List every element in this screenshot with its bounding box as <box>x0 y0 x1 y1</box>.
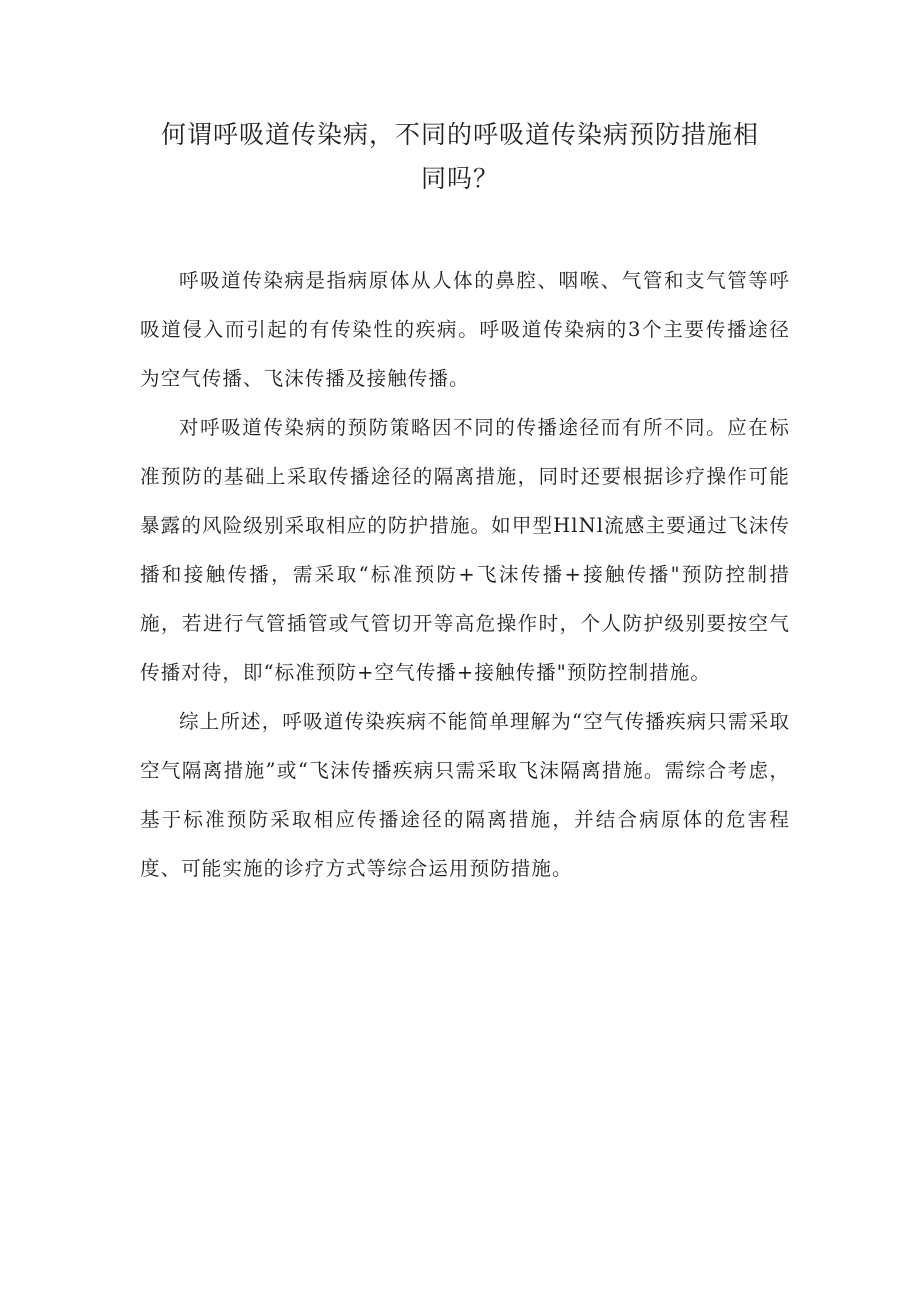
title-line-2: 同吗？ <box>420 164 499 193</box>
title-line-1: 何谓呼吸道传染病，不同的呼吸道传染病预防措施相 <box>160 120 759 149</box>
document-title <box>140 113 780 201</box>
paragraph-definition: 呼吸道传染病是指病原体从人体的鼻腔、咽喉、气管和支气管等呼吸道侵入而引起的有传染性的疾病。呼吸道传染病的3个主要传播途径为空气传播、飞沫传播及接触传播。 <box>140 269 790 390</box>
document-body <box>140 256 790 893</box>
paragraph-summary: 综上所述，呼吸道传染疾病不能简单理解为“空气传播疾病只需采取空气隔离措施”或“飞沫传播疾病只需采取飞沫隔离措施。需综合考虑，基于标准预防采取相应传播途径的隔离措施，并结合病原体的危害程度、可能实施的诊疗方式等综合运用预防措施。 <box>140 710 790 880</box>
paragraph-prevention-strategy: 对呼吸道传染病的预防策略因不同的传播途径而有所不同。应在标准预防的基础上采取传播途径的隔离措施，同时还要根据诊疗操作可能暴露的风险级别采取相应的防护措施。如甲型HlNl流感主要通过飞沫传播和接触传播，需采取“标准预防+飞沫传播+接触传播"预防控制措施，若进行气管插管或气管切开等高危操作时，个人防护级别要按空气传播对待，即“标准预防+空气传播+接触传播"预防控制措施。 <box>140 416 790 684</box>
